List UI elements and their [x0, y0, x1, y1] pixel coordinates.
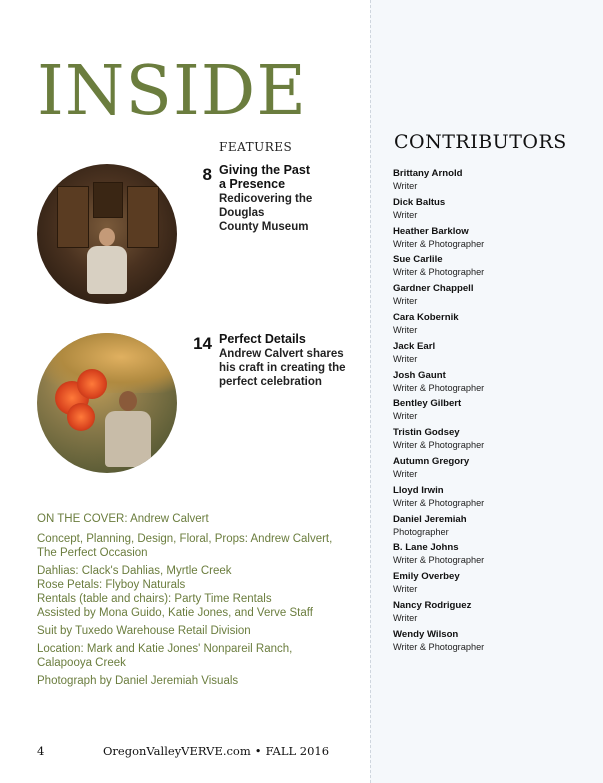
contributor-name: Emily Overbey: [393, 571, 460, 583]
contributor-name: Sue Carlile: [393, 254, 443, 266]
contributor-name: Josh Gaunt: [393, 369, 446, 381]
site-link[interactable]: OregonValleyVERVE.com: [103, 744, 251, 758]
contributor-name: Cara Kobernik: [393, 311, 459, 323]
bookshelf-right: [127, 186, 159, 248]
contributor-item: [393, 456, 593, 485]
credit-block: [37, 564, 357, 620]
contributor-item: [393, 197, 593, 226]
feature-description-line: perfect celebration: [219, 376, 322, 388]
contributor-item: [393, 485, 593, 514]
floral-photo[interactable]: [37, 333, 177, 473]
contributor-item: [393, 600, 593, 629]
features-label: FEATURES: [219, 140, 293, 154]
contributor-item: [393, 542, 593, 571]
contributor-role: Writer & Photographer: [393, 238, 485, 249]
feature-page-number: 14: [193, 334, 212, 353]
credit-line: Photograph by Daniel Jeremiah Visuals: [37, 675, 239, 687]
figure-body: [105, 411, 151, 467]
contributor-role: Writer: [393, 468, 418, 479]
contributor-name: Heather Barklow: [393, 225, 469, 237]
feature-description-line: County Museum: [219, 221, 309, 233]
contributor-name: B. Lane Johns: [393, 542, 459, 554]
feature-description-line: his craft in creating the: [219, 362, 346, 374]
contributor-role: Writer: [393, 296, 418, 307]
contributors-list: [393, 168, 593, 658]
credit-line: Calapooya Creek: [37, 657, 126, 669]
contributor-role: Writer & Photographer: [393, 497, 485, 508]
contributor-name: Gardner Chappell: [393, 283, 474, 295]
credit-block: [37, 642, 357, 670]
feature-title-line: Perfect Details: [219, 332, 306, 346]
contributor-role: Writer: [393, 584, 418, 595]
contributor-item: [393, 283, 593, 312]
figure-body: [87, 246, 127, 294]
credit-line: Rose Petals: Flyboy Naturals: [37, 579, 186, 591]
feature-description-line: Andrew Calvert shares: [219, 348, 344, 360]
contributor-item: [393, 427, 593, 456]
contributor-name: Dick Baltus: [393, 196, 446, 208]
contributor-name: Autumn Gregory: [393, 455, 470, 467]
page-title: INSIDE: [37, 52, 307, 131]
feature-title-line: Giving the Past: [219, 163, 310, 177]
dahlia-bloom: [77, 369, 107, 399]
figure-head: [119, 391, 137, 411]
contributor-role: Writer: [393, 612, 418, 623]
contributor-role: Writer & Photographer: [393, 641, 485, 652]
contributor-name: Lloyd Irwin: [393, 484, 444, 496]
contributor-role: Writer: [393, 181, 418, 191]
contributor-item: [393, 341, 593, 370]
museum-cabinet: [93, 182, 123, 218]
contributor-item: [393, 254, 593, 283]
cover-credits: [37, 512, 357, 688]
contributor-item: [393, 629, 593, 658]
credit-block: [37, 532, 357, 560]
credit-line: Suit by Tuxedo Warehouse Retail Division: [37, 625, 251, 637]
contributor-item: [393, 312, 593, 341]
credit-block: [37, 624, 357, 638]
feature-page-number: 8: [202, 165, 212, 184]
contributor-role: Writer & Photographer: [393, 382, 485, 393]
contributor-item: [393, 398, 593, 427]
contributor-role: Writer: [393, 353, 418, 364]
credit-line: Location: Mark and Katie Jones' Nonpareil Ranch,: [37, 643, 293, 655]
feature-title[interactable]: [219, 163, 359, 191]
contributor-role: Writer & Photographer: [393, 267, 485, 278]
autumn-foliage: [37, 333, 177, 393]
contributor-role: Writer: [393, 324, 418, 335]
feature-description: [219, 192, 359, 234]
contributor-role: Writer: [393, 411, 418, 422]
feature-description-line: Redicovering the Douglas: [219, 193, 313, 219]
credit-line: Concept, Planning, Design, Floral, Props: Andrew Calvert,: [37, 533, 333, 545]
bookshelf-left: [57, 186, 89, 248]
cover-heading: ON THE COVER: Andrew Calvert: [37, 513, 209, 525]
museum-photo[interactable]: [37, 164, 177, 304]
feature-title[interactable]: [219, 332, 359, 346]
figure-head: [99, 228, 115, 246]
contributor-name: Wendy Wilson: [393, 628, 459, 640]
contributor-name: Brittany Arnold: [393, 168, 463, 179]
contributor-name: Tristin Godsey: [393, 427, 460, 439]
contributor-role: Writer: [393, 209, 418, 220]
page-number: 4: [37, 744, 45, 758]
contributor-item: [393, 168, 593, 197]
contributor-name: Bentley Gilbert: [393, 398, 462, 410]
contributor-role: Writer & Photographer: [393, 440, 485, 451]
dahlia-bloom: [67, 403, 95, 431]
contributor-name: Daniel Jeremiah: [393, 513, 467, 525]
contributor-item: [393, 514, 593, 543]
feature-description: [219, 347, 359, 389]
footer-separator: •: [254, 744, 262, 758]
feature-title-line: a Presence: [219, 177, 286, 191]
contributor-role: Photographer: [393, 526, 449, 537]
issue-label: FALL 2016: [265, 744, 330, 758]
credit-line: Dahlias: Clack's Dahlias, Myrtle Creek: [37, 565, 232, 577]
credit-line: Rentals (table and chairs): Party Time Rentals: [37, 593, 272, 605]
credit-block: [37, 674, 357, 688]
contributor-role: Writer & Photographer: [393, 555, 485, 566]
contributor-item: [393, 226, 593, 255]
contributor-item: [393, 370, 593, 399]
contributor-item: [393, 571, 593, 600]
contributors-heading: CONTRIBUTORS: [394, 131, 567, 153]
credit-line: The Perfect Occasion: [37, 547, 148, 559]
contributor-name: Nancy Rodriguez: [393, 599, 472, 611]
contributor-name: Jack Earl: [393, 340, 436, 352]
credit-line: Assisted by Mona Guido, Katie Jones, and Verve Staff: [37, 607, 313, 619]
page-footer: [37, 744, 329, 758]
